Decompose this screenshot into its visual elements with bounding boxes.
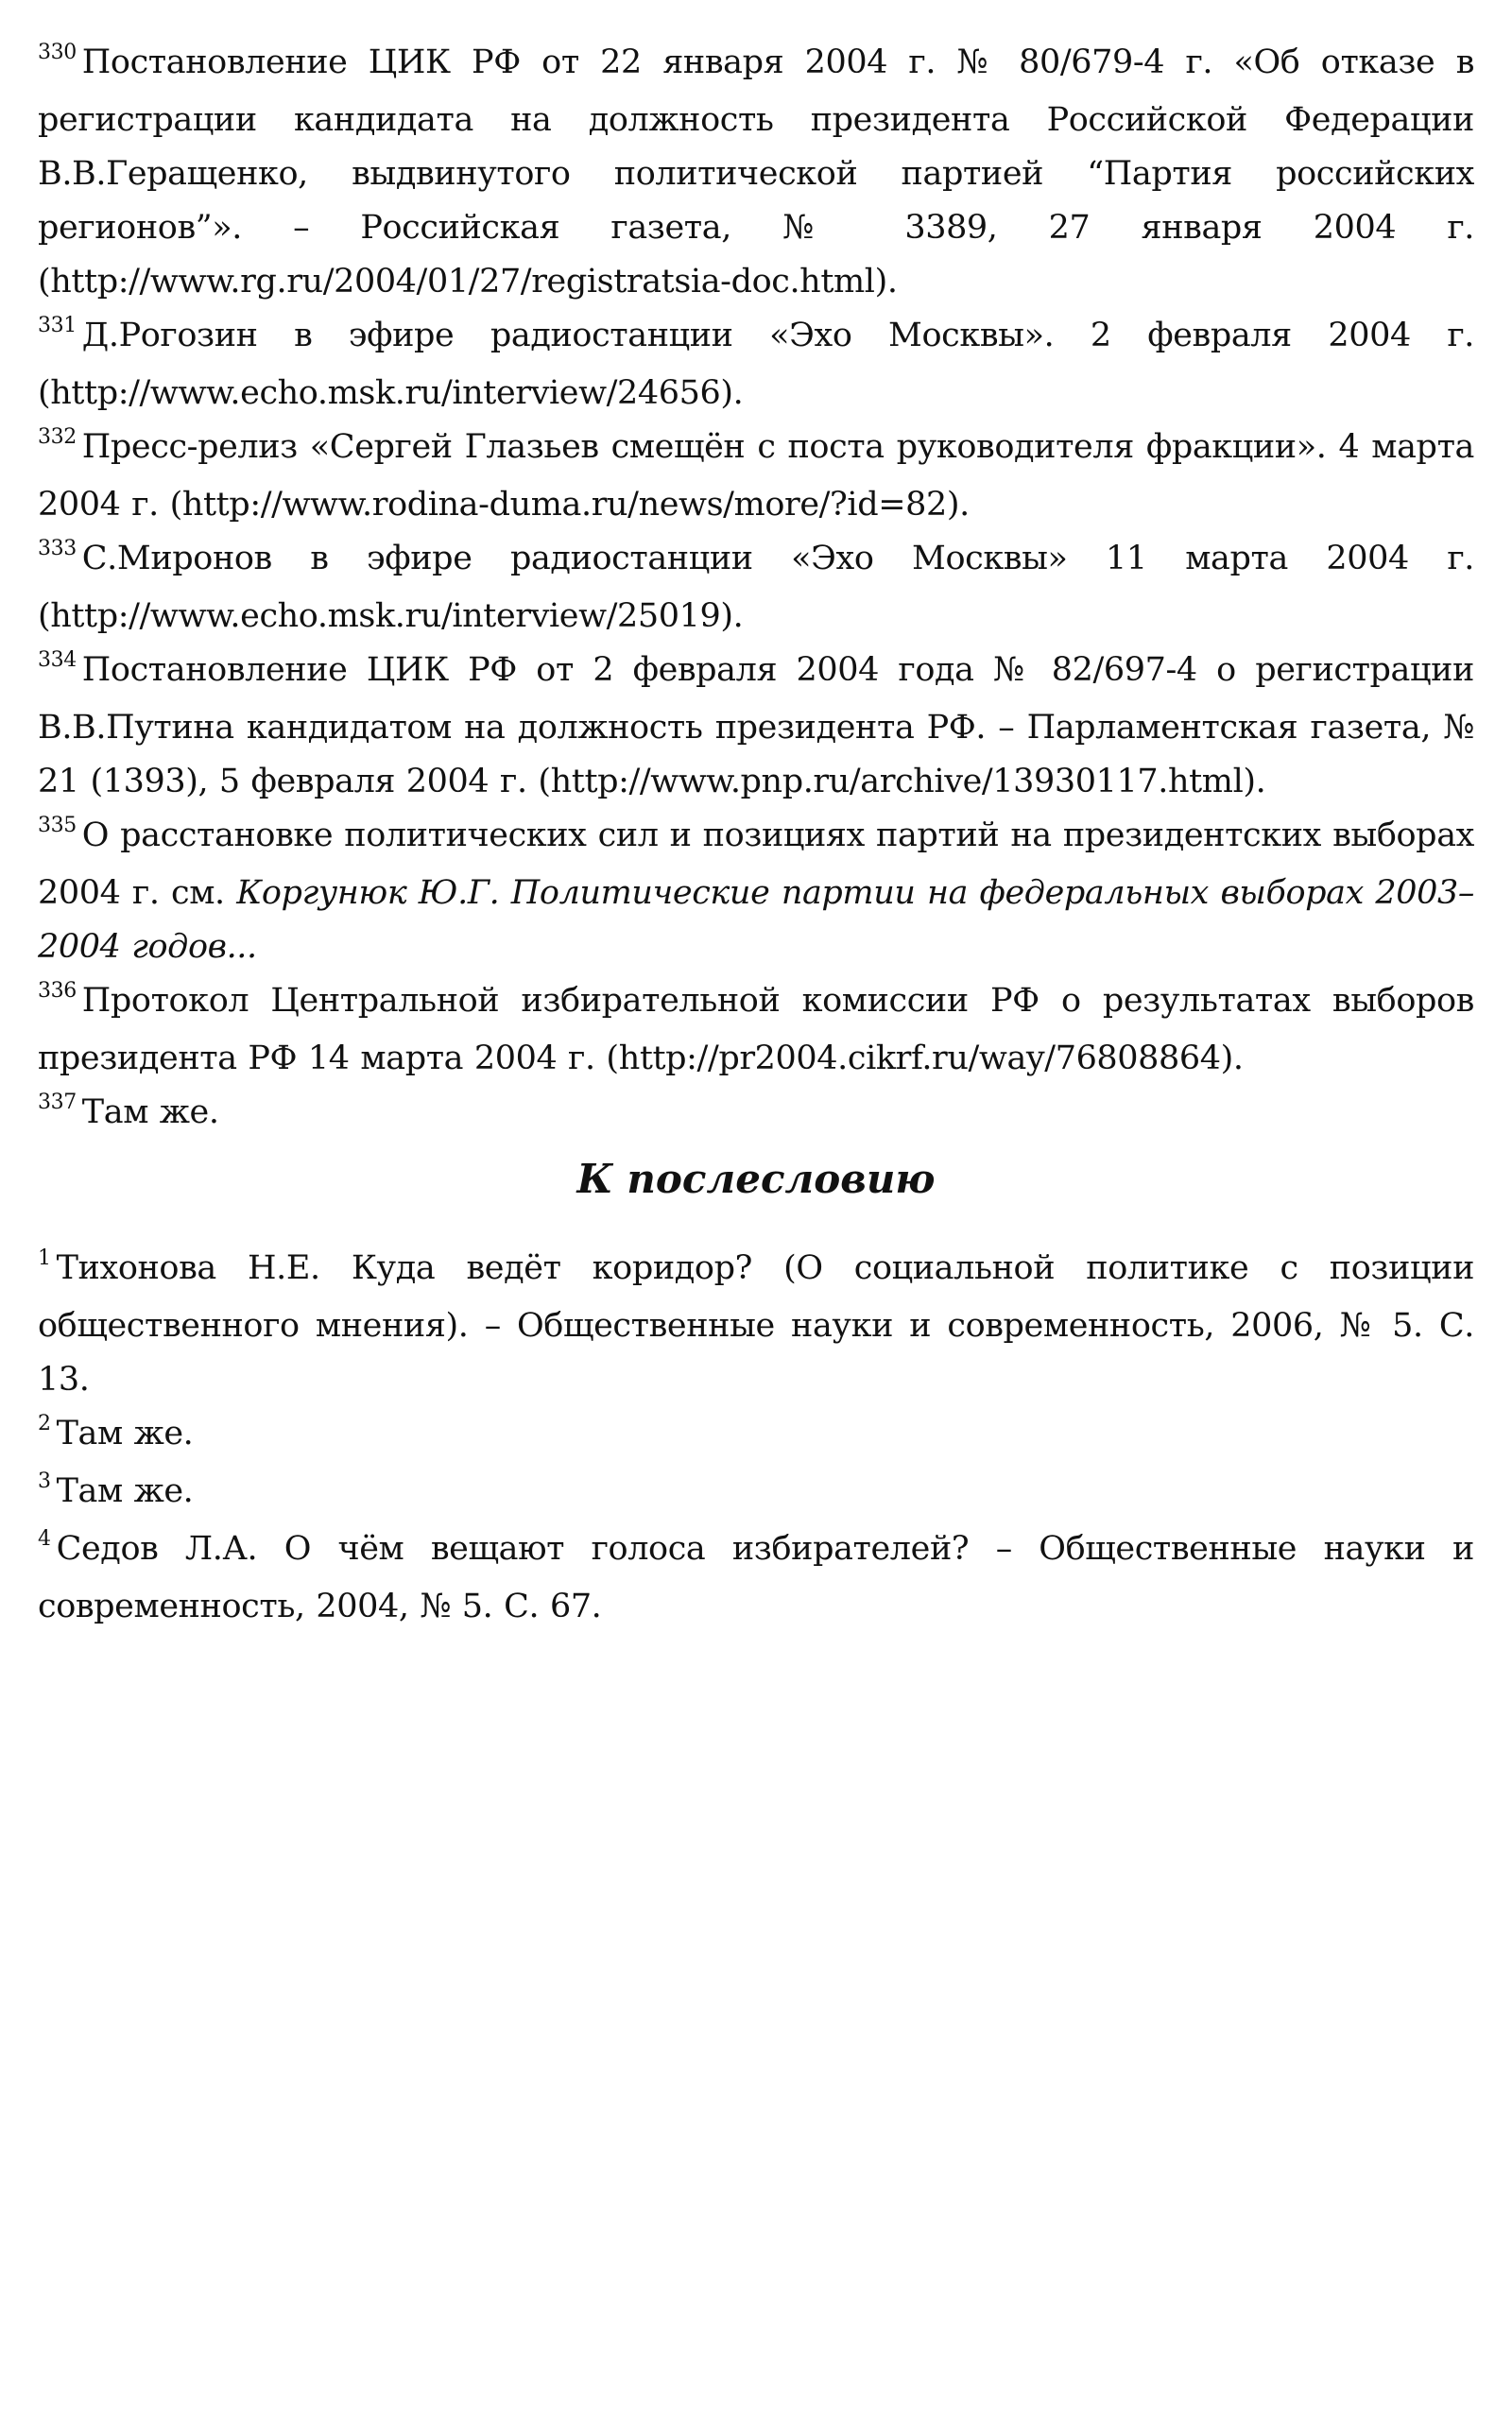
- footnote-text: Там же.: [81, 1093, 219, 1131]
- footnote-text: Д.Рогозин в эфире радиостанции «Эхо Москвы». 2 февраля 2004 г. (http://www.echo.msk.ru/interview/24656).: [38, 317, 1474, 412]
- footnote-text: Там же.: [56, 1415, 194, 1452]
- footnote-number: 331: [38, 314, 77, 337]
- footnote: [38, 809, 1474, 974]
- footnote-number: 334: [38, 648, 77, 672]
- footnote-number: 3: [38, 1469, 51, 1493]
- footnote: [38, 532, 1474, 644]
- footnote: [38, 974, 1474, 1086]
- footnote: [38, 309, 1474, 421]
- footnote-text: Пресс-релиз «Сергей Глазьев смещён с поста руководителя фракции». 4 марта 2004 г. (http://www.rodina-duma.ru/news/more/?id=82).: [38, 428, 1474, 524]
- section-title: К послесловию: [576, 1156, 936, 1202]
- footnote-text: Тихонова Н.Е. Куда ведёт коридор? (О социальной политике с позиции общественного мнения). – Общественные науки и современность, 2006, № 5. С. 13.: [38, 1249, 1474, 1399]
- footnote-number: 337: [38, 1091, 77, 1114]
- footnote-number: 333: [38, 537, 77, 560]
- footnote: [38, 1086, 1474, 1143]
- footnote: [38, 1407, 1474, 1465]
- footnote: [38, 1242, 1474, 1407]
- footnote-number: 2: [38, 1412, 51, 1435]
- footnote-number: 330: [38, 41, 77, 64]
- footnote-number: 336: [38, 979, 77, 1003]
- footnote: [38, 1465, 1474, 1522]
- footnote-number: 335: [38, 814, 77, 837]
- footnote-text: Там же.: [56, 1472, 194, 1510]
- footnote: [38, 644, 1474, 809]
- footnote-text: Протокол Центральной избирательной комиссии РФ о результатах выборов президента РФ 14 марта 2004 г. (http://pr2004.cikrf.ru/way/76808864).: [38, 982, 1474, 1077]
- footnote-number: 1: [38, 1246, 51, 1270]
- footnote-text: Седов Л.А. О чём вещают голоса избирателей? – Общественные науки и современность, 2004, № 5. С. 67.: [38, 1530, 1474, 1625]
- footnote-text: Постановление ЦИК РФ от 22 января 2004 г. № 80/679-4 г. «Об отказе в регистрации кандидата на должность президента Российской Федерации В.В.Геращенко, выдвинутого политической партией “Партия российских регионов”». – Российская газета, № 3389, 27 января 2004 г. (http://www.rg.ru/2004/01/27/registratsia-doc.html).: [38, 43, 1474, 301]
- footnote-citation-italic: Коргунюк Ю.Г. Политические партии на федеральных выборах 2003–2004 годов...: [38, 874, 1474, 966]
- footnote-number: 4: [38, 1527, 51, 1551]
- footnote-text: С.Миронов в эфире радиостанции «Эхо Москвы» 11 марта 2004 г. (http://www.echo.msk.ru/interview/25019).: [38, 540, 1474, 635]
- footnotes-page: [38, 36, 1474, 1634]
- footnote-text: О расстановке политических сил и позициях партий на президентских выборах 2004 г. см.: [38, 816, 1474, 912]
- footnote-text: Постановление ЦИК РФ от 2 февраля 2004 года № 82/697-4 о регистрации В.В.Путина кандидатом на должность президента РФ. – Парламентская газета, № 21 (1393), 5 февраля 2004 г. (http://www.pnp.ru/archive/13930117.html).: [38, 651, 1474, 800]
- footnote: [38, 36, 1474, 309]
- footnote: [38, 421, 1474, 532]
- footnote: [38, 1522, 1474, 1634]
- footnote-number: 332: [38, 425, 77, 449]
